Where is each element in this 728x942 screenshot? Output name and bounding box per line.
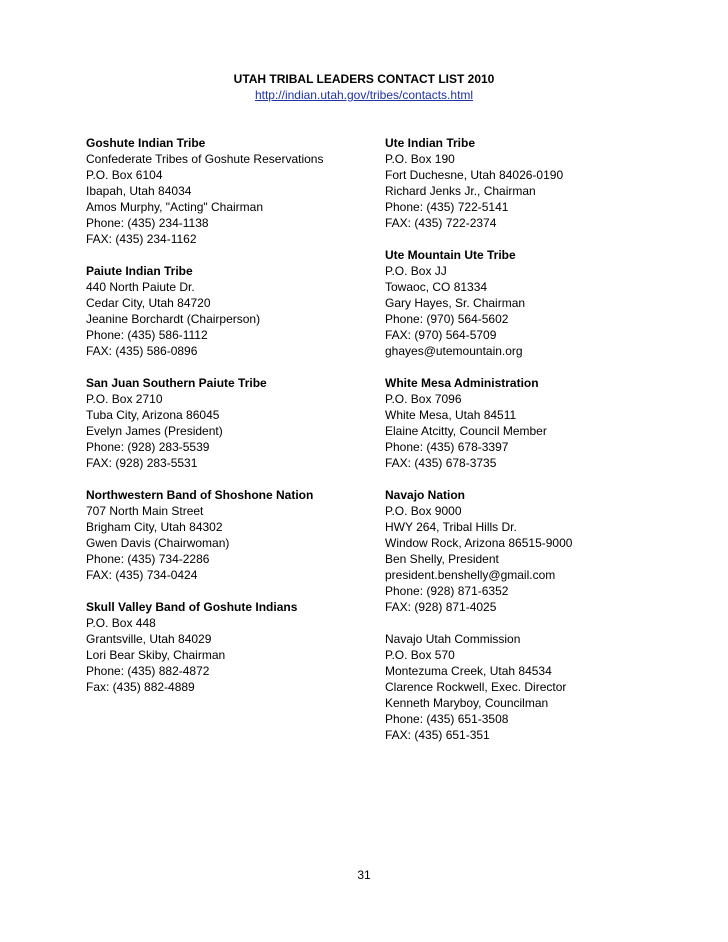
contacts-url-link[interactable]: http://indian.utah.gov/tribes/contacts.html bbox=[254, 88, 474, 102]
tribe-name: Navajo Nation bbox=[385, 488, 466, 502]
entry-line: Gary Hayes, Sr. Chairman bbox=[385, 296, 526, 310]
entry-line: Evelyn James (President) bbox=[86, 424, 223, 438]
tribe-entry bbox=[86, 135, 376, 247]
entry-line: Phone: (435) 734-2286 bbox=[86, 552, 210, 566]
entry-line: Ibapah, Utah 84034 bbox=[86, 184, 192, 198]
tribe-entry bbox=[86, 487, 376, 583]
entry-line: FAX: (435) 734-0424 bbox=[86, 568, 198, 582]
entry-line: HWY 264, Tribal Hills Dr. bbox=[385, 520, 517, 534]
entry-line: Richard Jenks Jr., Chairman bbox=[385, 184, 536, 198]
entry-line: FAX: (435) 651-351 bbox=[385, 728, 490, 742]
entry-line: Towaoc, CO 81334 bbox=[385, 280, 488, 294]
tribe-name: Northwestern Band of Shoshone Nation bbox=[86, 488, 314, 502]
entry-line: White Mesa, Utah 84511 bbox=[385, 408, 517, 422]
tribe-name: Skull Valley Band of Goshute Indians bbox=[86, 600, 298, 614]
tribe-entry bbox=[385, 247, 645, 359]
entry-line: Phone: (435) 651-3508 bbox=[385, 712, 509, 726]
entry-line: P.O. Box 190 bbox=[385, 152, 455, 166]
tribe-name: White Mesa Administration bbox=[385, 376, 539, 390]
entry-line: 707 North Main Street bbox=[86, 504, 204, 518]
entry-line: Phone: (435) 234-1138 bbox=[86, 216, 209, 230]
entry-line: P.O. Box 7096 bbox=[385, 392, 462, 406]
entry-line: Cedar City, Utah 84720 bbox=[86, 296, 211, 310]
spacer bbox=[385, 231, 645, 247]
tribe-entry bbox=[86, 599, 376, 695]
right-column bbox=[385, 135, 645, 759]
entry-line: FAX: (435) 722-2374 bbox=[385, 216, 497, 230]
document-header bbox=[0, 71, 728, 103]
entry-line: Jeanine Borchardt (Chairperson) bbox=[86, 312, 261, 326]
entry-line: Window Rock, Arizona 86515-9000 bbox=[385, 536, 573, 550]
tribe-name: Ute Indian Tribe bbox=[385, 136, 476, 150]
tribe-name: San Juan Southern Paiute Tribe bbox=[86, 376, 267, 390]
entry-line: Lori Bear Skiby, Chairman bbox=[86, 648, 226, 662]
entry-line: P.O. Box 9000 bbox=[385, 504, 462, 518]
entry-line: Gwen Davis (Chairwoman) bbox=[86, 536, 230, 550]
entry-line: FAX: (970) 564-5709 bbox=[385, 328, 497, 342]
tribe-entry bbox=[385, 375, 645, 471]
entry-line: Phone: (928) 283-5539 bbox=[86, 440, 210, 454]
tribe-name: Navajo Utah Commission bbox=[385, 632, 521, 646]
entry-line: FAX: (928) 871-4025 bbox=[385, 600, 497, 614]
entry-line: Amos Murphy, "Acting" Chairman bbox=[86, 200, 264, 214]
email-line: president.benshelly@gmail.com bbox=[385, 568, 556, 582]
entry-line: Phone: (928) 871-6352 bbox=[385, 584, 509, 598]
entry-line: FAX: (435) 234-1162 bbox=[86, 232, 197, 246]
tribe-entry bbox=[86, 263, 376, 359]
entry-line: Ben Shelly, President bbox=[385, 552, 499, 566]
tribe-name: Paiute Indian Tribe bbox=[86, 264, 193, 278]
page-number: 31 bbox=[357, 868, 371, 882]
left-column bbox=[86, 135, 376, 711]
entry-line: Phone: (970) 564-5602 bbox=[385, 312, 509, 326]
email-line: ghayes@utemountain.org bbox=[385, 344, 523, 358]
entry-line: FAX: (928) 283-5531 bbox=[86, 456, 198, 470]
entry-line: FAX: (435) 678-3735 bbox=[385, 456, 497, 470]
entry-line: P.O. Box 570 bbox=[385, 648, 455, 662]
entry-line: P.O. Box JJ bbox=[385, 264, 447, 278]
entry-line: Phone: (435) 722-5141 bbox=[385, 200, 509, 214]
entry-line: 440 North Paiute Dr. bbox=[86, 280, 195, 294]
entry-line: Tuba City, Arizona 86045 bbox=[86, 408, 220, 422]
entry-line: Elaine Atcitty, Council Member bbox=[385, 424, 547, 438]
entry-line: Fax: (435) 882-4889 bbox=[86, 680, 195, 694]
tribe-entry bbox=[385, 631, 645, 743]
entry-line: Phone: (435) 678-3397 bbox=[385, 440, 509, 454]
entry-line: Phone: (435) 586-1112 bbox=[86, 328, 208, 342]
tribe-name: Ute Mountain Ute Tribe bbox=[385, 248, 516, 262]
entry-line: P.O. Box 2710 bbox=[86, 392, 163, 406]
entry-line: Fort Duchesne, Utah 84026-0190 bbox=[385, 168, 564, 182]
entry-line: Kenneth Maryboy, Councilman bbox=[385, 696, 549, 710]
tribe-entry bbox=[385, 135, 645, 231]
tribe-entry bbox=[385, 487, 645, 615]
entry-line: P.O. Box 448 bbox=[86, 616, 156, 630]
entry-line: P.O. Box 6104 bbox=[86, 168, 163, 182]
entry-line: Brigham City, Utah 84302 bbox=[86, 520, 223, 534]
entry-line: Clarence Rockwell, Exec. Director bbox=[385, 680, 567, 694]
entry-line: Grantsville, Utah 84029 bbox=[86, 632, 212, 646]
entry-line: Confederate Tribes of Goshute Reservations bbox=[86, 152, 324, 166]
entry-line: Montezuma Creek, Utah 84534 bbox=[385, 664, 552, 678]
entry-line: FAX: (435) 586-0896 bbox=[86, 344, 198, 358]
tribe-entry bbox=[86, 375, 376, 471]
entry-line: Phone: (435) 882-4872 bbox=[86, 664, 210, 678]
page-title: UTAH TRIBAL LEADERS CONTACT LIST 2010 bbox=[233, 72, 495, 86]
tribe-name: Goshute Indian Tribe bbox=[86, 136, 206, 150]
